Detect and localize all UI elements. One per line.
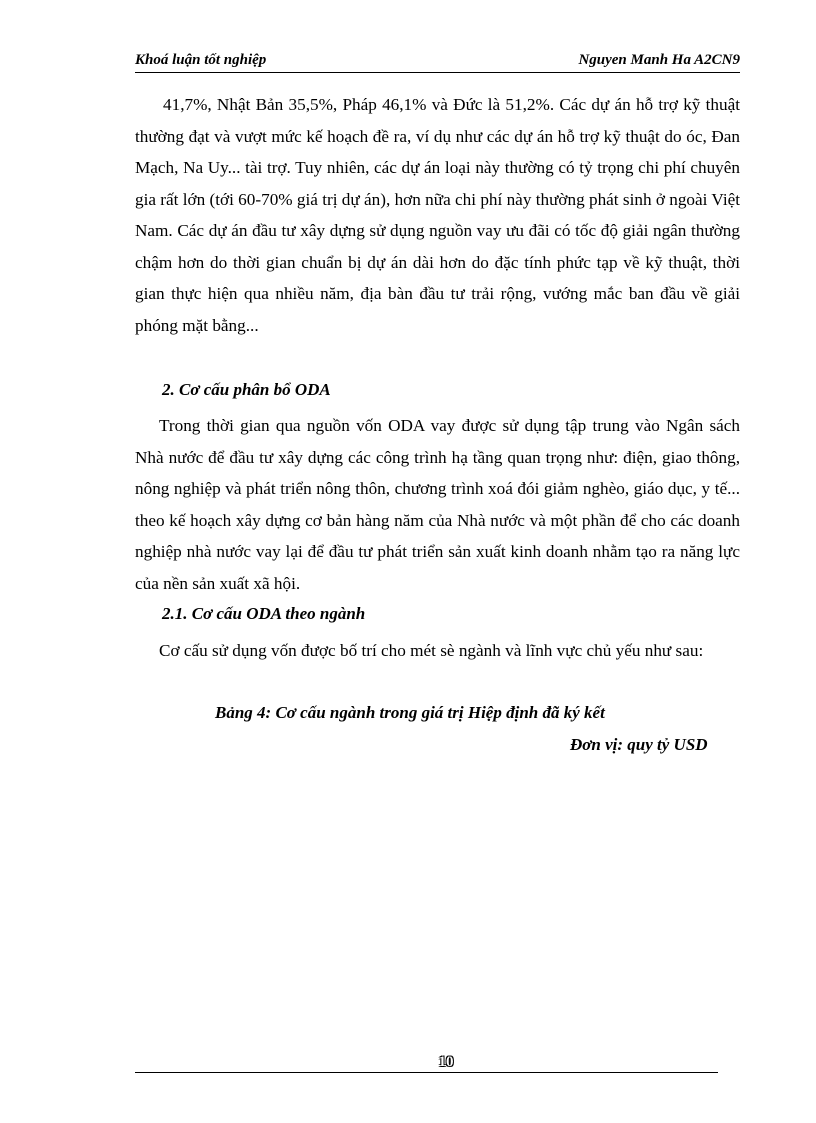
page-header xyxy=(135,50,740,73)
paragraph-text: 41,7%, Nhật Bản 35,5%, Pháp 46,1% và Đức là 51,2%. Các dự án hỗ trợ kỹ thuật thường đạt và vượt mức kế hoạch đề ra, ví dụ như các dự án hỗ trợ kỹ thuật do óc, Đan Mạch, Na Uy... tài trợ. Tuy nhiên, các dự án loại này thường có tỷ trọng chi phí chuyên gia rất lớn (tới 60-70% giá trị dự án), hơn nữa chi phí này thường phát sinh ở ngoài Việt Nam. Các dự án đầu tư xây dựng sử dụng nguồn vay ưu đãi có tốc độ giải ngân thường chậm hơn do thời gian chuẩn bị dự án dài hơn do đặc tính phức tạp về kỹ thuật, thời gian thực hiện qua nhiều năm, địa bàn đầu tư trải rộng, vướng mắc ban đầu về giải phóng mặt bằng... xyxy=(135,95,740,335)
table-caption: Bảng 4: Cơ cấu ngành trong giá trị Hiệp định đã ký kết xyxy=(215,703,605,722)
footer-divider xyxy=(135,1072,718,1073)
table-unit: Đơn vị: quy tỷ USD xyxy=(570,735,708,754)
paragraph-oda-usage: Trong thời gian qua nguồn vốn ODA vay được sử dụng tập trung vào Ngân sách Nhà nước để đầu tư xây dựng các công trình hạ tầng quan trọng như: điện, giao thông, nông nghiệp và phát triển nông thôn, chương trình xoá đói giảm nghèo, giáo dục, y tế... theo kế hoạch xây dựng cơ bản hàng năm của Nhà nước và một phần để cho các doanh nghiệp nhà nước vay lại để đầu tư phát triển sản xuất kinh doanh nhằm tạo ra năng lực của nền sản xuất xã hội. xyxy=(135,416,740,593)
paragraph-sector-intro: Cơ cấu sử dụng vốn được bố trí cho mét sè ngành và lĩnh vực chủ yếu như sau: xyxy=(159,641,704,660)
header-author: Nguyen Manh Ha A2CN9 xyxy=(578,52,740,68)
section-heading-oda-allocation: 2. Cơ cấu phân bổ ODA xyxy=(162,380,331,399)
subsection-heading-oda-by-sector: 2.1. Cơ cấu ODA theo ngành xyxy=(162,604,366,623)
paragraph-disbursement xyxy=(135,89,740,341)
page-number: 10 xyxy=(438,1054,454,1070)
header-thesis-title: Khoá luận tốt nghiệp xyxy=(135,52,267,68)
